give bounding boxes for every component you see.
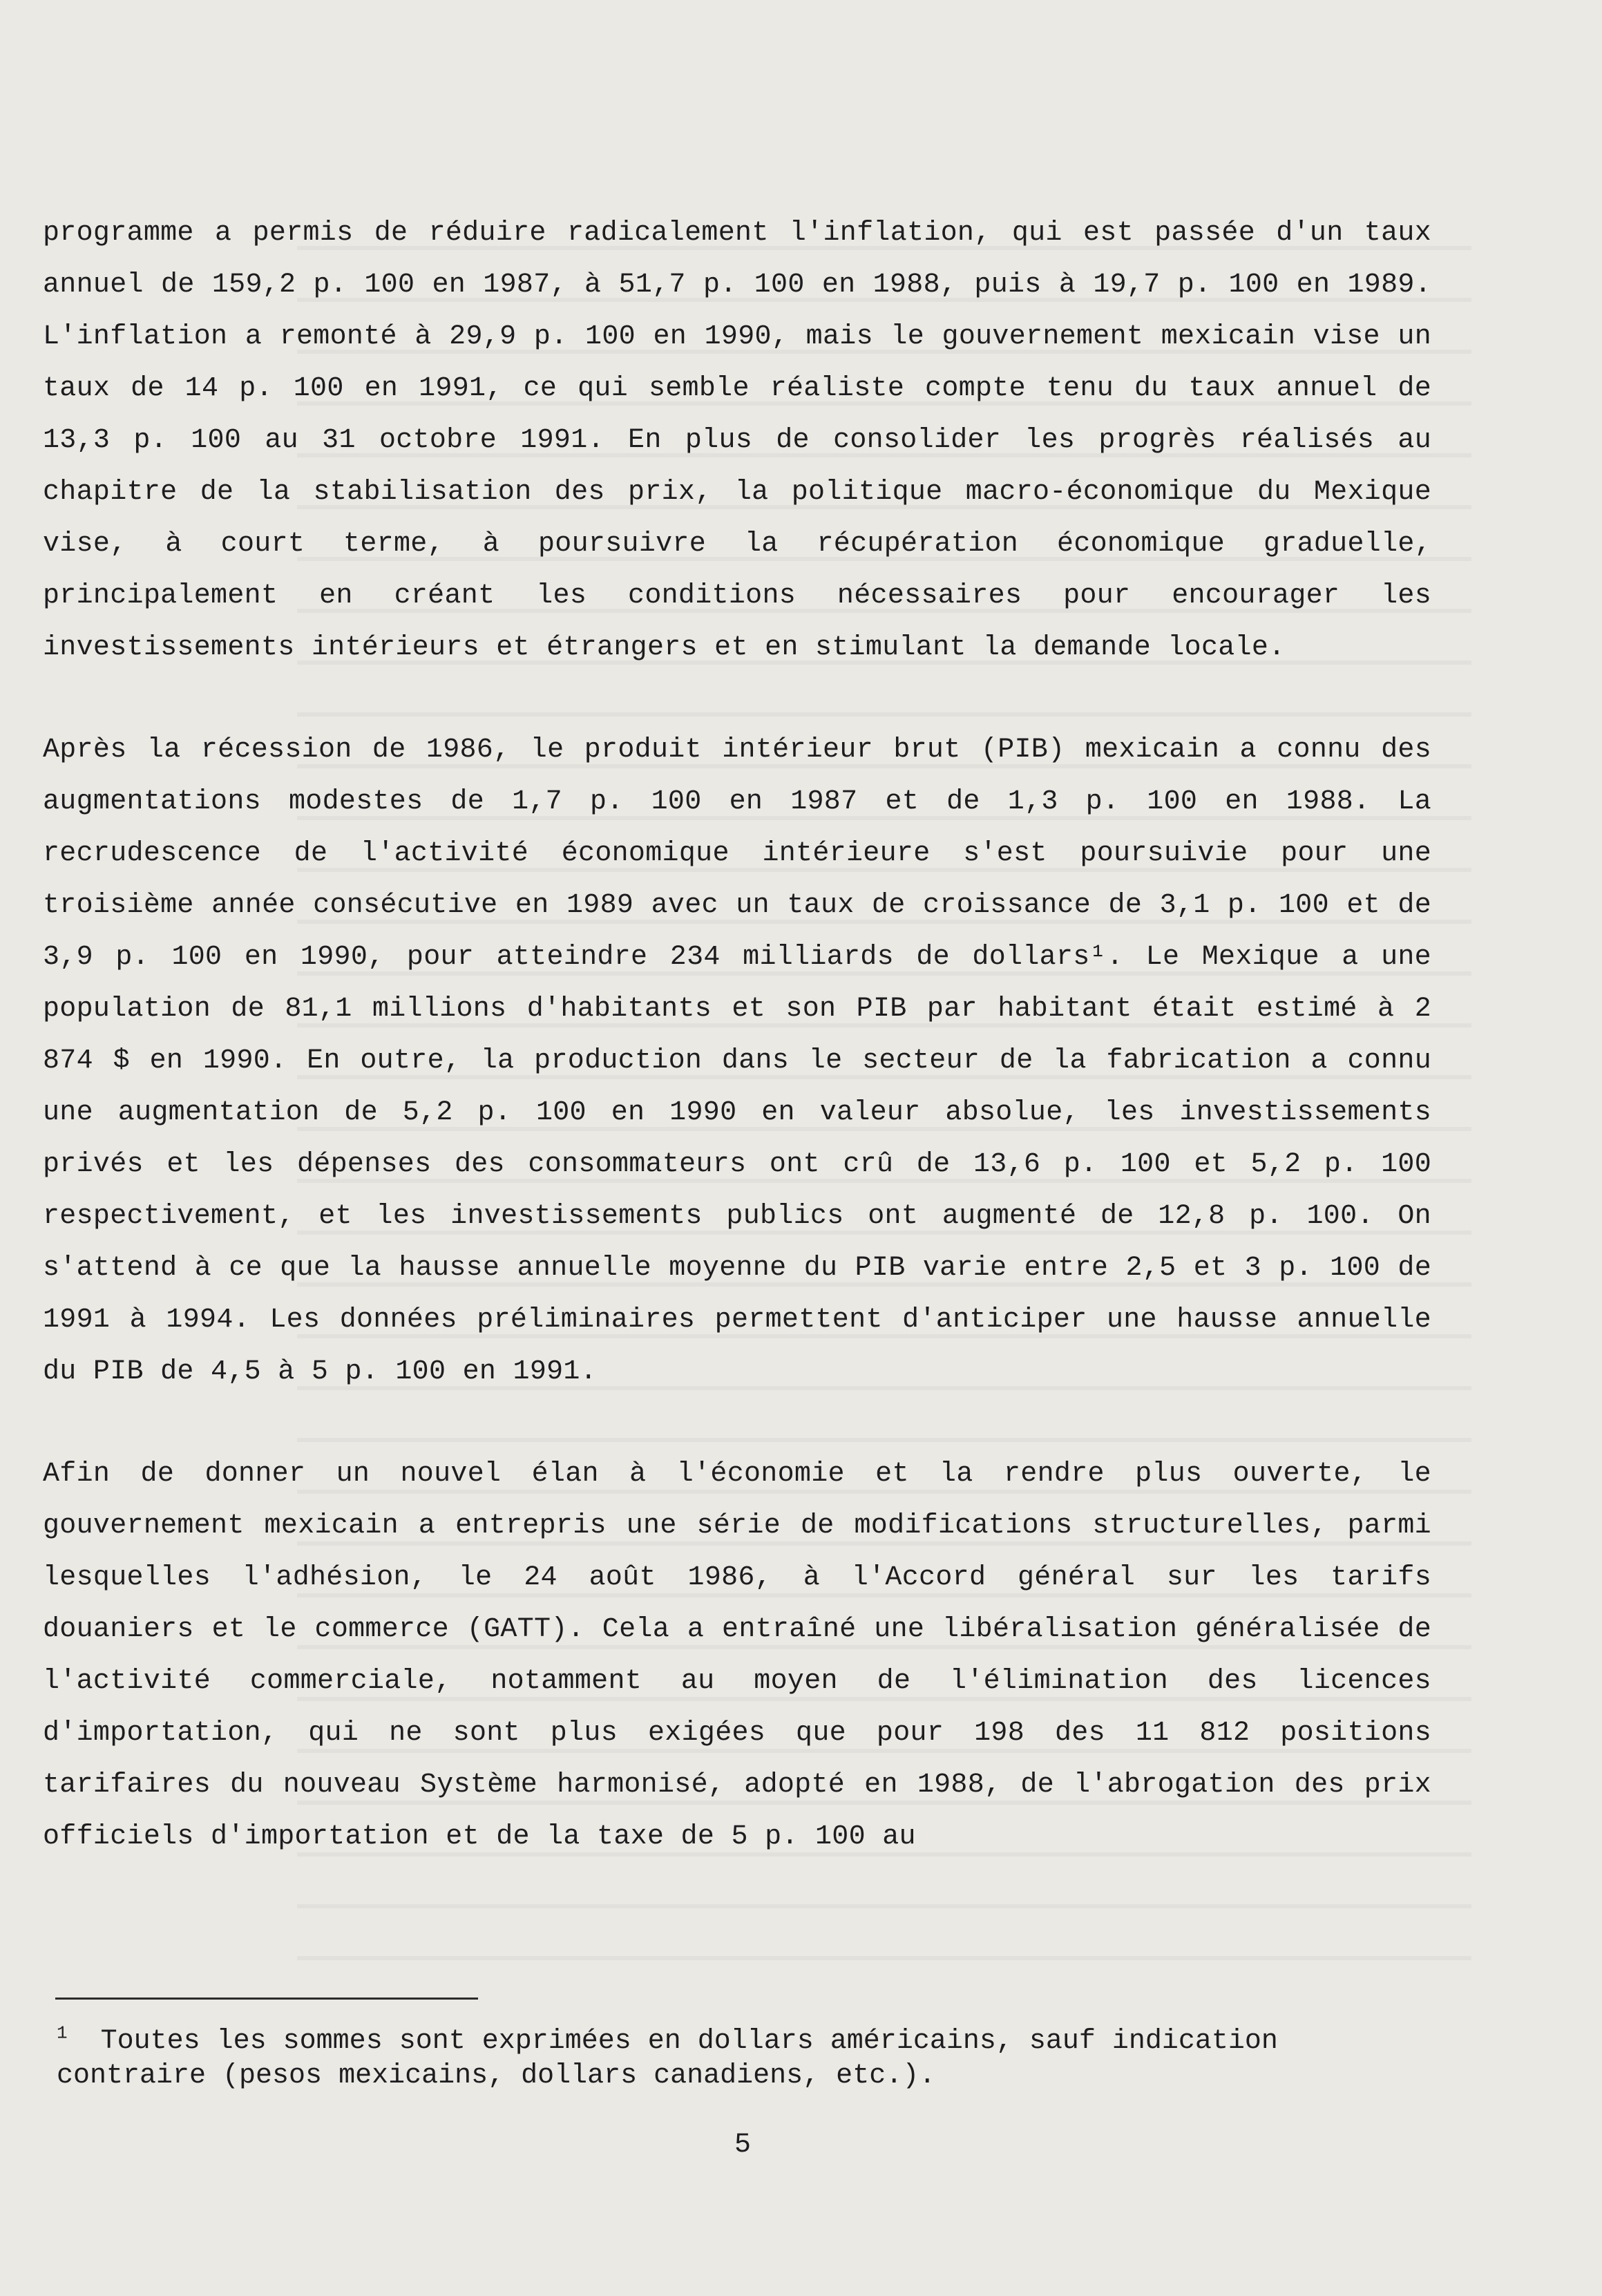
footnote-separator [55,1998,478,2000]
body-text [43,207,1431,1863]
footnote [57,2024,1438,2094]
paragraph-inflation: programme a permis de réduire radicalement l'inflation, qui est passée d'un taux annuel de 159,2 p. 100 en 1987, à 51,7 p. 100 en 1988, puis à 19,7 p. 100 en 1989. L'inflation a remonté à 29,9 p. 100 en 1990, mais le gouvernement mexicain vise un taux de 14 p. 100 en 1991, ce qui semble réaliste compte tenu du taux annuel de 13,3 p. 100 au 31 octobre 1991. En plus de consolider les progrès réalisés au chapitre de la stabilisation des prix, la politique macro-économique du Mexique vise, à court terme, à poursuivre la récupération économique graduelle, principalement en créant les conditions nécessaires pour encourager les investissements intérieurs et étrangers et en stimulant la demande locale. [43,218,1431,663]
page-number: 5 [734,2129,751,2161]
footnote-marker: 1 [57,2022,68,2044]
paragraph-reforms: Afin de donner un nouvel élan à l'économie et la rendre plus ouverte, le gouvernement mexicain a entrepris une série de modifications structurelles, parmi lesquelles l'adhésion, le 24 août 1986, à l'Accord général sur les tarifs douaniers et le commerce (GATT). Cela a entraîné une libéralisation généralisée de l'activité commerciale, notamment au moyen de l'élimination des licences d'importation, qui ne sont plus exigées que pour 198 des 11 812 positions tarifaires du nouveau Système harmonisé, adopté en 1988, de l'abrogation des prix officiels d'importation et de la taxe de 5 p. 100 au [43,1459,1431,1852]
footnote-text: Toutes les sommes sont exprimées en dollars américains, sauf indication contraire (pesos mexicains, dollars canadiens, etc.). [57,2026,1278,2091]
paragraph-gdp: Après la récession de 1986, le produit intérieur brut (PIB) mexicain a connu des augmentations modestes de 1,7 p. 100 en 1987 et de 1,3 p. 100 en 1988. La recrudescence de l'activité économique intérieure s'est poursuivie pour une troisième année consécutive en 1989 avec un taux de croissance de 3,1 p. 100 et de 3,9 p. 100 en 1990, pour atteindre 234 milliards de dollars¹. Le Mexique a une population de 81,1 millions d'habitants et son PIB par habitant était estimé à 2 874 $ en 1990. En outre, la production dans le secteur de la fabrication a connu une augmentation de 5,2 p. 100 en 1990 en valeur absolue, les investissements privés et les dépenses des consommateurs ont crû de 13,6 p. 100 et 5,2 p. 100 respectivement, et les investissements publics ont augmenté de 12,8 p. 100. On s'attend à ce que la hausse annuelle moyenne du PIB varie entre 2,5 et 3 p. 100 de 1991 à 1994. Les données préliminaires permettent d'anticiper une hausse annuelle du PIB de 4,5 à 5 p. 100 en 1991. [43,734,1431,1387]
